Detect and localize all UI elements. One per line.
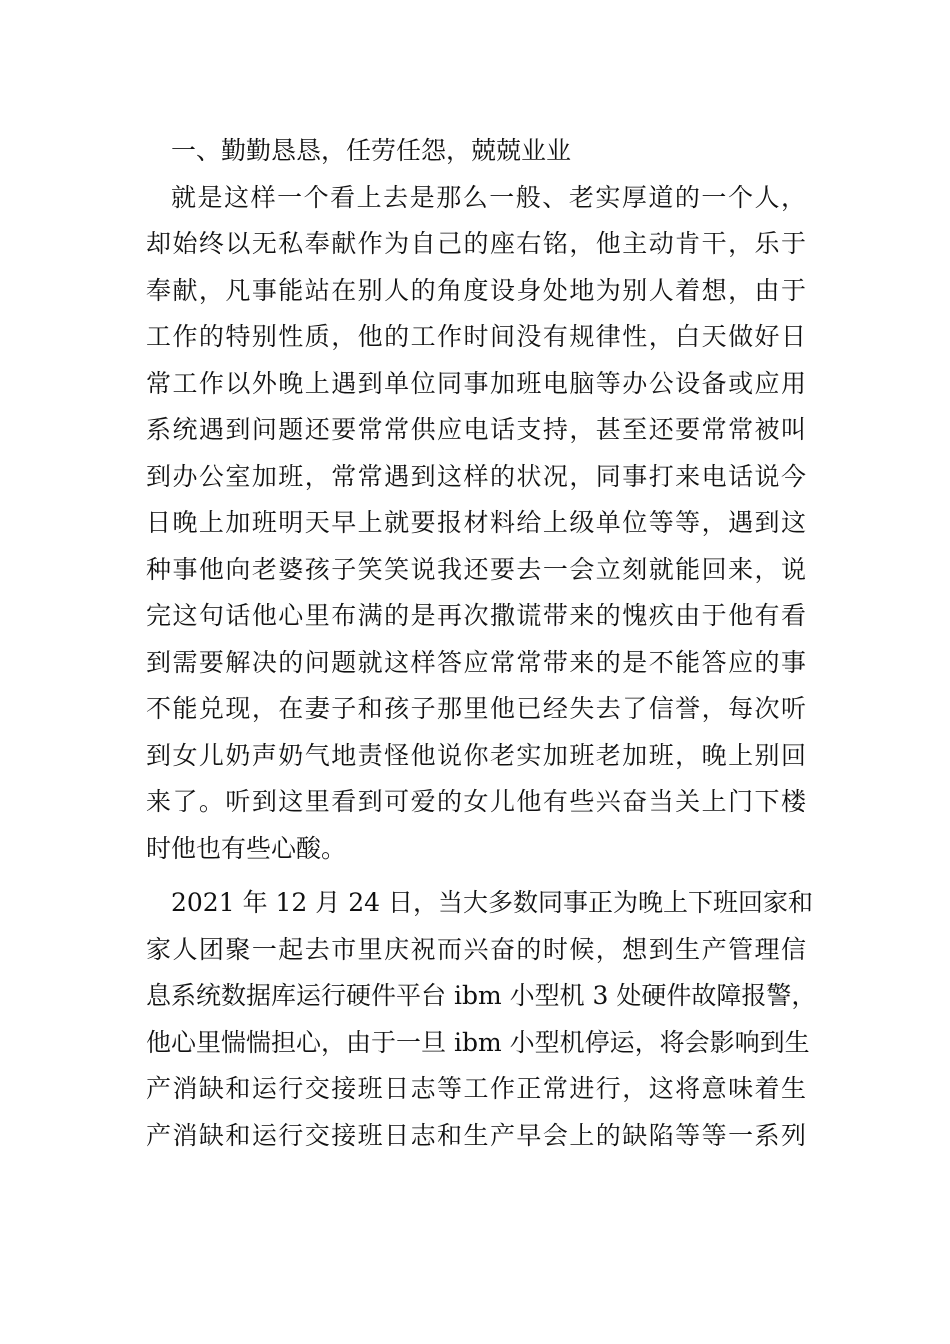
paragraph-1 [146, 175, 806, 873]
text-line: 种事他向老婆孩子笑笑说我还要去一会立刻就能回来，说 [146, 554, 806, 584]
text-line: 就是这样一个看上去是那么一般、老实厚道的一个人， [171, 182, 806, 212]
text-line: 产消缺和运行交接班日志等工作正常进行，这将意味着生 [146, 1074, 806, 1103]
text-line: 系统遇到问题还要常常供应电话支持，甚至还要常常被叫 [146, 415, 806, 444]
text-line: 完这句话他心里布满的是再次撒谎带来的愧疚由于他有看 [146, 601, 806, 630]
document-body [146, 128, 817, 1159]
text-line: 息系统数据库运行硬件平台 ibm 小型机 3 处硬件故障报警， [146, 981, 817, 1010]
text-line: 他心里惴惴担心，由于一旦 ibm 小型机停运，将会影响到生 [146, 1027, 810, 1057]
text-line: 日晚上加班明天早上就要报材料给上级单位等等，遇到这 [146, 508, 806, 537]
text-line: 家人团聚一起去市里庆祝而兴奋的时候，想到生产管理信 [146, 934, 806, 964]
text-line: 时他也有些心酸。 [146, 833, 347, 863]
paragraph-2 [146, 880, 817, 1159]
text-line: 工作的特别性质，他的工作时间没有规律性，白天做好日 [146, 322, 806, 351]
text-line: 产消缺和运行交接班日志和生产早会上的缺陷等等一系列 [146, 1120, 806, 1150]
text-line: 到办公室加班，常常遇到这样的状况，同事打来电话说今 [146, 461, 806, 491]
text-line: 却始终以无私奉献作为自己的座右铭，他主动肯干，乐于 [146, 229, 806, 258]
paragraph-gap [146, 872, 806, 880]
text-line: 到女儿奶声奶气地责怪他说你老实加班老加班，晚上别回 [146, 740, 806, 770]
text-line: 常工作以外晚上遇到单位同事加班电脑等办公设备或应用 [146, 368, 806, 398]
text-line: 到需要解决的问题就这样答应常常带来的是不能答应的事 [146, 647, 806, 677]
text-line: 不能兑现，在妻子和孩子那里他已经失去了信誉，每次听 [146, 694, 806, 723]
text-line: 2021 年 12 月 24 日，当大多数同事正为晚上下班回家和 [171, 888, 813, 917]
section-heading: 一、勤勤恳恳，任劳任怨，兢兢业业 [171, 136, 572, 165]
text-line: 来了。听到这里看到可爱的女儿他有些兴奋当关上门下楼 [146, 787, 806, 816]
text-line: 奉献，凡事能站在别人的角度设身处地为别人着想，由于 [146, 275, 806, 305]
